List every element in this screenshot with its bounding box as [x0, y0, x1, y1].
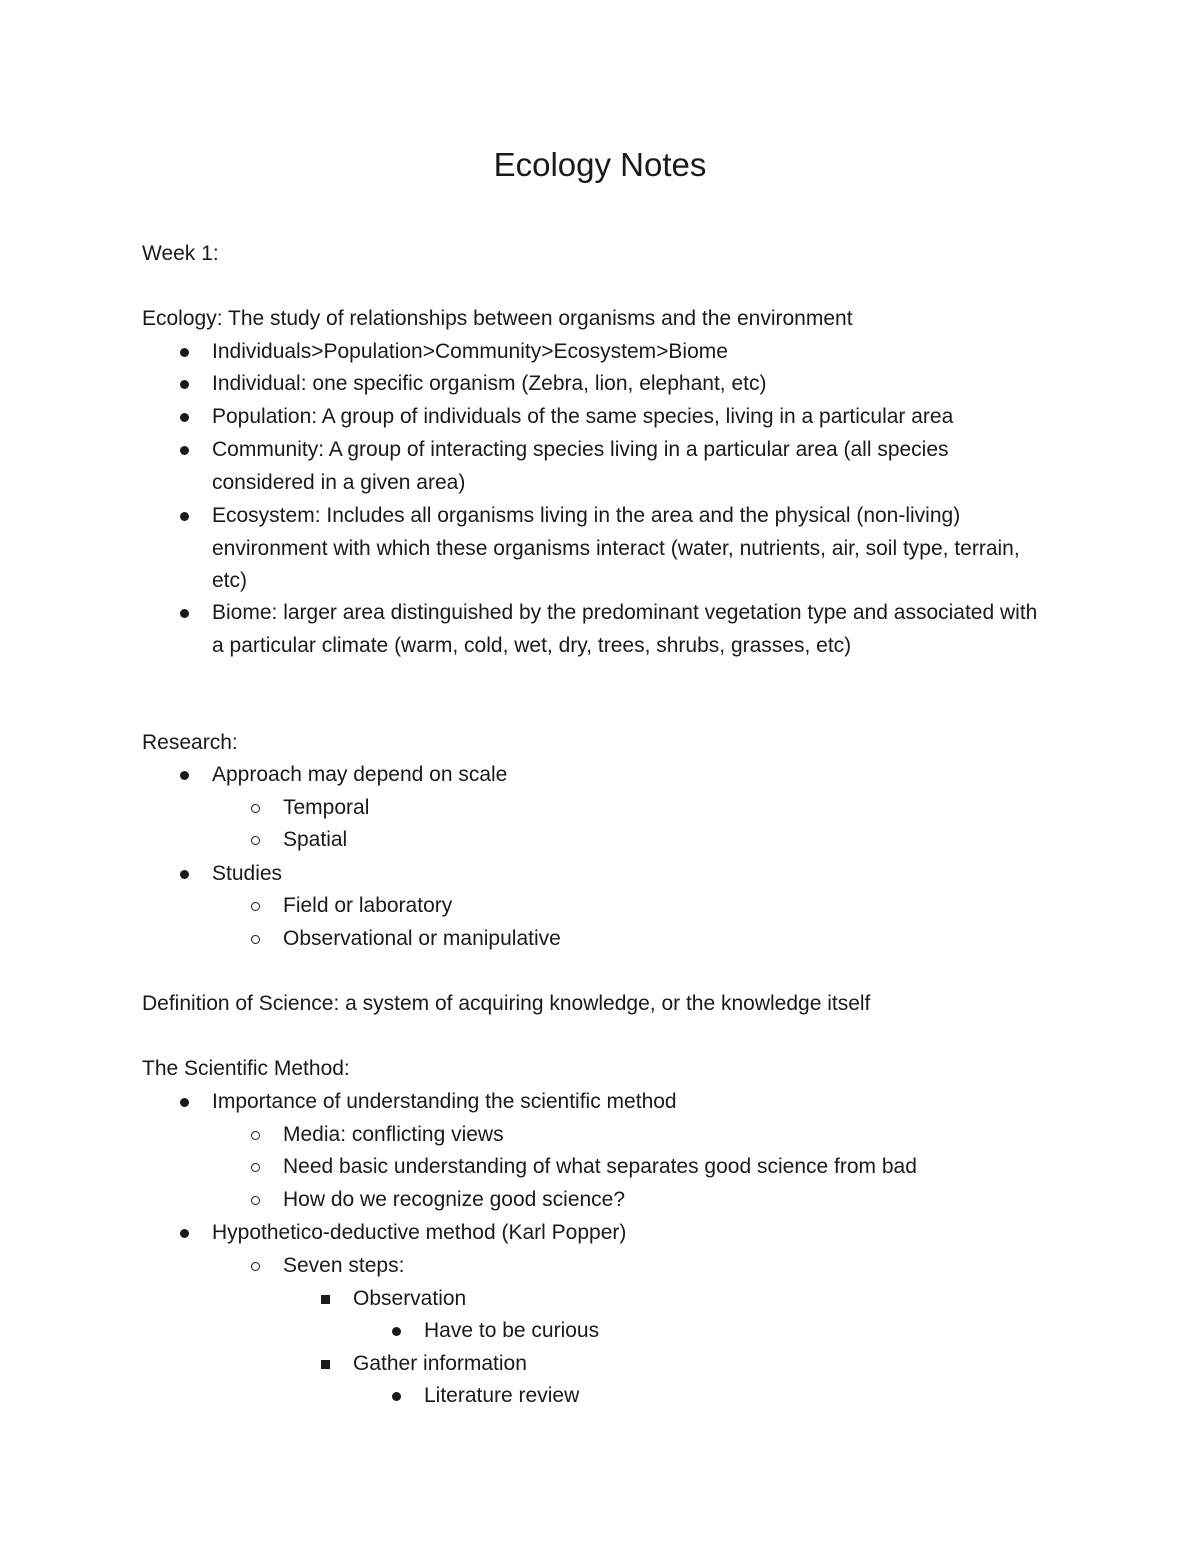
list-item: Field or laboratory — [283, 894, 453, 917]
list-item: Need basic understanding of what separates good science from bad — [283, 1155, 917, 1178]
week-heading: Week 1: — [142, 242, 219, 265]
list-item: Importance of understanding the scientific method — [212, 1090, 677, 1113]
list-item: Have to be curious — [424, 1319, 600, 1342]
page-title: Ecology Notes — [493, 146, 707, 183]
list-item: Gather information — [353, 1352, 527, 1375]
list-item: Studies — [212, 862, 283, 885]
ecology-definition: Ecology: The study of relationships between organisms and the environment — [142, 307, 853, 330]
list-item: Population: A group of individuals of the same species, living in a particular area — [212, 405, 954, 428]
list-item: Community: A group of interacting species living in a particular area (all species considered in a given area) — [212, 438, 949, 494]
research-heading: Research: — [142, 731, 238, 754]
list-item: Literature review — [424, 1384, 580, 1407]
list-item: How do we recognize good science? — [283, 1188, 626, 1211]
method-heading: The Scientific Method: — [142, 1057, 350, 1080]
list-item: Ecosystem: Includes all organisms living in the area and the physical (non-living) environment with which these organisms interact (water, nutrients, air, soil type, terrain, etc) — [212, 504, 1020, 593]
list-item: Spatial — [283, 828, 348, 851]
list-item: Approach may depend on scale — [212, 763, 508, 786]
list-item: Individual: one specific organism (Zebra, lion, elephant, etc) — [212, 372, 767, 395]
list-item: Observation — [353, 1287, 467, 1310]
list-item: Biome: larger area distinguished by the predominant vegetation type and associated with a particular climate (warm, cold, wet, dry, trees, shrubs, grasses, etc) — [212, 601, 1038, 657]
list-item: Seven steps: — [283, 1254, 405, 1277]
list-item: Hypothetico-deductive method (Karl Popper) — [212, 1221, 627, 1244]
science-definition: Definition of Science: a system of acquiring knowledge, or the knowledge itself — [142, 992, 871, 1015]
list-item: Individuals>Population>Community>Ecosystem>Biome — [212, 340, 728, 363]
list-item: Observational or manipulative — [283, 927, 561, 950]
list-item: Temporal — [283, 796, 370, 819]
list-item: Media: conflicting views — [283, 1123, 504, 1146]
